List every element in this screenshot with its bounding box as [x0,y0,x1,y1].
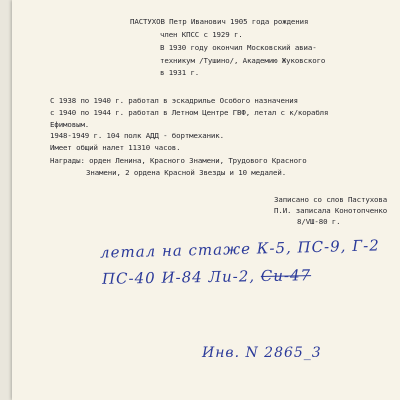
body-line-4: 1948-1949 г. 104 полк АДД - бортмеханик. [50,131,224,140]
handwritten-struck-text: Си-47 [260,266,312,286]
body-line-3: Ефимовым. [50,120,90,129]
handwritten-line-2-main: ПС-40 И-84 Ли-2, [101,267,261,288]
body-line-1: С 1938 по 1940 г. работал в эскадрилье Особого назначения [50,96,298,105]
awards-line-2: Знамени, 2 ордена Красной Звезды и 10 медалей. [86,168,287,177]
signature-line-1: Записано со слов Пастухова [274,195,388,204]
handwritten-line-1: летал на стаже К-5, ПС-9, Г-2 [99,236,380,262]
signature-line-2: П.И. записала Конотопченко [274,206,388,215]
body-line-5: Имеет общий налет 11310 часов. [50,143,181,152]
header-line-1: ПАСТУХОВ Петр Иванович 1905 года рождения [130,17,309,26]
signature-date: 8/VШ-80 г. [297,217,341,226]
header-line-3: В 1930 году окончил Московский авиа- [160,43,317,52]
header-line-5: в 1931 г. [160,68,200,77]
awards-line-1: Награды: орден Ленина, Красного Знамени, Трудового Красного [50,156,307,165]
header-line-4: техникум /Тушино/, Академию Жуковского [160,56,326,65]
handwritten-line-2 [102,266,311,288]
header-line-2: член КПСС с 1929 г. [160,30,243,39]
inventory-number: Инв. N 2865_3 [202,345,322,361]
body-line-2: с 1940 по 1944 г. работал в Летном Центре ГВФ, летал с к/корабля [50,108,329,117]
document-page [12,0,400,400]
